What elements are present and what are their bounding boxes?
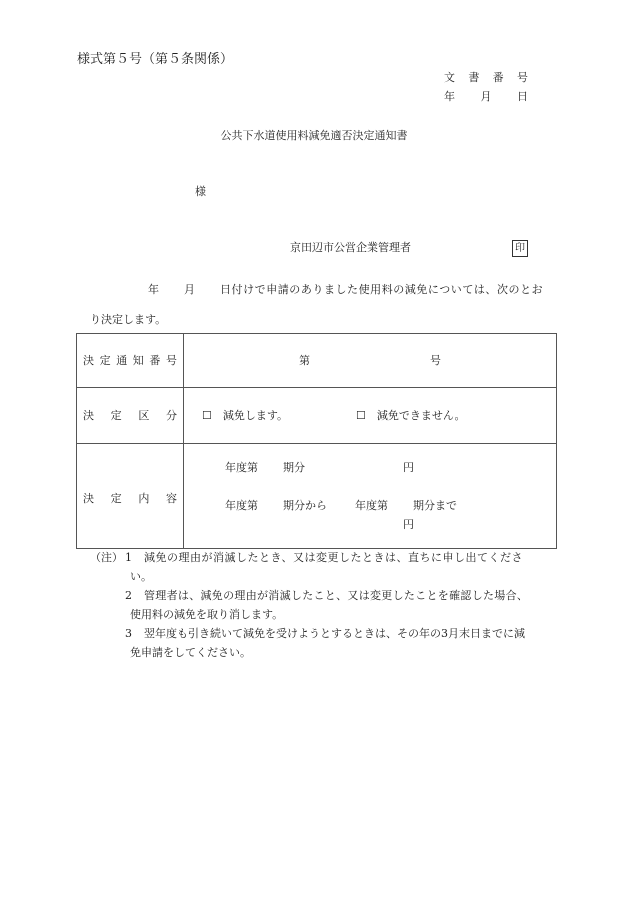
note-text: 免申請をしてください。 bbox=[130, 646, 251, 659]
char: 区 bbox=[138, 409, 150, 422]
option-not-exempt-checkbox[interactable]: ☐ 減免できません。 bbox=[356, 409, 466, 422]
note-number: 1 bbox=[125, 551, 132, 564]
content-to-period: 期分まで bbox=[413, 499, 457, 512]
content-yen: 円 bbox=[403, 461, 414, 474]
column-divider bbox=[183, 334, 184, 548]
char: 定 bbox=[110, 409, 122, 422]
char: 分 bbox=[165, 409, 177, 422]
intro-text-line2: り決定します。 bbox=[90, 313, 167, 326]
char: 定 bbox=[99, 354, 111, 367]
note-text: 使用料の減免を取り消します。 bbox=[130, 608, 284, 621]
char: 定 bbox=[110, 492, 122, 505]
form-number: 様式第５号（第５条関係） bbox=[77, 52, 234, 67]
char: 書 bbox=[468, 71, 480, 84]
content-yen-2: 円 bbox=[403, 518, 414, 531]
label-decision-content bbox=[83, 492, 177, 506]
notice-number-dai: 第 bbox=[299, 354, 310, 367]
content-from-year: 年度第 bbox=[225, 499, 258, 512]
content-to-year: 年度第 bbox=[355, 499, 388, 512]
note-text: 管理者は、減免の理由が消滅したこと、又は変更したことを確認した場合、 bbox=[144, 589, 529, 602]
char: 番 bbox=[492, 71, 504, 84]
date-label bbox=[444, 90, 528, 104]
day-label: 日 bbox=[517, 90, 528, 103]
notes-prefix: （注） bbox=[90, 551, 123, 564]
char: 内 bbox=[138, 492, 150, 505]
char: 知 bbox=[132, 354, 144, 367]
note-number: 3 bbox=[125, 627, 132, 640]
row-divider bbox=[77, 387, 556, 388]
char: 号 bbox=[165, 354, 177, 367]
year-label: 年 bbox=[444, 90, 455, 103]
document-number-label bbox=[444, 71, 528, 85]
content-period: 期分 bbox=[283, 461, 305, 474]
label-decision-type bbox=[83, 409, 177, 423]
note-text: 減免の理由が消滅したとき、又は変更したときは、直ちに申し出てくださ bbox=[144, 551, 524, 564]
char: 通 bbox=[116, 354, 128, 367]
char: 決 bbox=[83, 354, 94, 367]
intro-month: 月 bbox=[184, 283, 195, 296]
char: 文 bbox=[444, 71, 455, 84]
intro-year: 年 bbox=[148, 283, 159, 296]
char: 容 bbox=[165, 492, 177, 505]
month-label: 月 bbox=[480, 90, 492, 103]
char: 決 bbox=[83, 409, 94, 422]
intro-text: 日付けで申請のありました使用料の減免については、次のとお bbox=[220, 283, 544, 296]
content-fiscal-year: 年度第 bbox=[225, 461, 258, 474]
addressee-suffix: 様 bbox=[195, 185, 206, 198]
char: 号 bbox=[516, 71, 528, 84]
row-divider bbox=[77, 443, 556, 444]
char: 番 bbox=[149, 354, 161, 367]
note-number: 2 bbox=[125, 589, 132, 602]
notice-number-go: 号 bbox=[430, 354, 441, 367]
content-from-period: 期分から bbox=[283, 499, 327, 512]
document-title: 公共下水道使用料減免適否決定通知書 bbox=[220, 129, 408, 142]
seal-mark: 印 bbox=[512, 240, 528, 257]
decision-table bbox=[76, 333, 557, 549]
note-text: い。 bbox=[130, 570, 152, 583]
label-notice-number bbox=[83, 354, 177, 368]
char: 決 bbox=[83, 492, 94, 505]
option-exempt-checkbox[interactable]: ☐ 減免します。 bbox=[202, 409, 288, 422]
issuer: 京田辺市公営企業管理者 bbox=[290, 241, 411, 254]
note-text: 翌年度も引き続いて減免を受けようとするときは、その年の3月末日までに減 bbox=[144, 627, 525, 640]
